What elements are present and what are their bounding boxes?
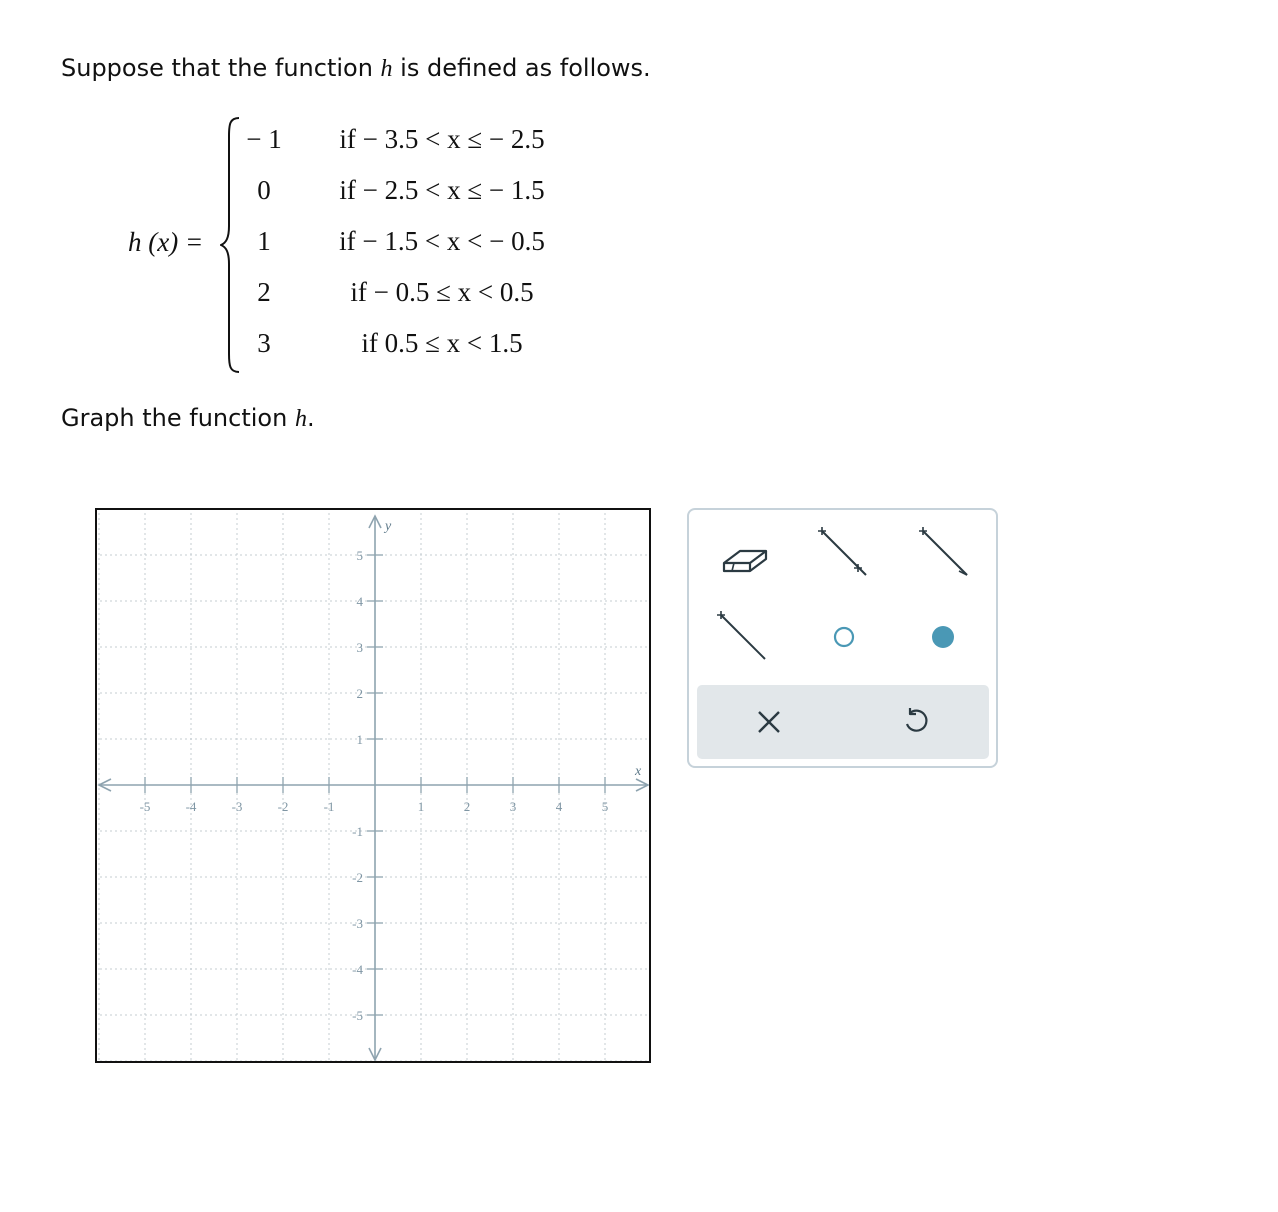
closed-point-tool[interactable] — [913, 607, 973, 667]
graph-prompt — [61, 404, 315, 433]
graph-canvas[interactable] — [95, 508, 651, 1063]
y-tick-label: -2 — [352, 870, 363, 885]
filled-circle-icon — [928, 622, 958, 652]
y-tick-label: 4 — [356, 594, 363, 609]
x-tick-label: 4 — [555, 799, 563, 814]
x-tick-label: 2 — [463, 799, 471, 814]
x-tick-label: -3 — [231, 799, 243, 814]
undo-icon — [901, 707, 931, 737]
x-tick-label: -4 — [185, 799, 197, 814]
x-tick-label: 1 — [417, 799, 425, 814]
prompt-text-after: is defined as follows. — [392, 54, 651, 82]
graph-prompt-text-after: . — [306, 404, 315, 432]
y-tick-label: -4 — [352, 962, 363, 977]
y-tick-label: 3 — [356, 640, 363, 655]
x-tick-label: 3 — [509, 799, 517, 814]
x-tick-label: -5 — [139, 799, 151, 814]
segment-icon — [814, 523, 874, 583]
close-icon — [756, 709, 782, 735]
x-axis-label: x — [635, 764, 642, 779]
case-condition: if 0.5 ≤ x < 1.5 — [361, 328, 523, 358]
case-value: 1 — [257, 226, 271, 256]
prompt-function-name: h — [380, 56, 393, 82]
case-value: 0 — [257, 175, 271, 205]
y-tick-label: 2 — [356, 686, 363, 701]
y-tick-label: 1 — [356, 732, 363, 747]
x-tick-label: -1 — [323, 799, 335, 814]
y-axis-label: y — [385, 519, 392, 534]
coordinate-plane[interactable] — [95, 508, 651, 1063]
case-value: 2 — [257, 277, 271, 307]
undo-button[interactable] — [888, 694, 944, 750]
y-tick-label: -3 — [352, 916, 363, 931]
graph-prompt-text-before: Graph the function — [61, 404, 295, 432]
prompt-text-before: Suppose that the function — [61, 54, 381, 82]
case-condition: if − 3.5 < x ≤ − 2.5 — [339, 124, 545, 154]
eraser-icon — [720, 541, 770, 575]
segment-tool[interactable] — [814, 523, 874, 583]
graph-toolbox — [687, 508, 998, 768]
left-brace-icon — [220, 116, 242, 374]
function-lhs: h (x) = — [128, 227, 204, 257]
action-bar — [697, 685, 989, 759]
line-tool[interactable] — [713, 607, 773, 667]
graph-prompt-function-name: h — [294, 406, 307, 432]
open-point-tool[interactable] — [814, 607, 874, 667]
eraser-tool[interactable] — [715, 528, 775, 588]
y-tick-label: -5 — [352, 1008, 363, 1023]
x-tick-label: -2 — [277, 799, 289, 814]
clear-button[interactable] — [741, 694, 797, 750]
open-circle-icon — [829, 622, 859, 652]
line-icon — [713, 607, 773, 667]
ray-icon — [915, 523, 975, 583]
case-condition: if − 1.5 < x < − 0.5 — [339, 226, 545, 256]
x-tick-label: 5 — [601, 799, 609, 814]
case-condition: if − 2.5 < x ≤ − 1.5 — [339, 175, 545, 205]
problem-prompt — [61, 54, 651, 83]
y-tick-label: 5 — [356, 548, 363, 563]
case-condition: if − 0.5 ≤ x < 0.5 — [350, 277, 534, 307]
y-tick-label: -1 — [352, 824, 363, 839]
ray-tool[interactable] — [915, 523, 975, 583]
case-value: 3 — [257, 328, 271, 358]
case-value: − 1 — [246, 124, 282, 154]
